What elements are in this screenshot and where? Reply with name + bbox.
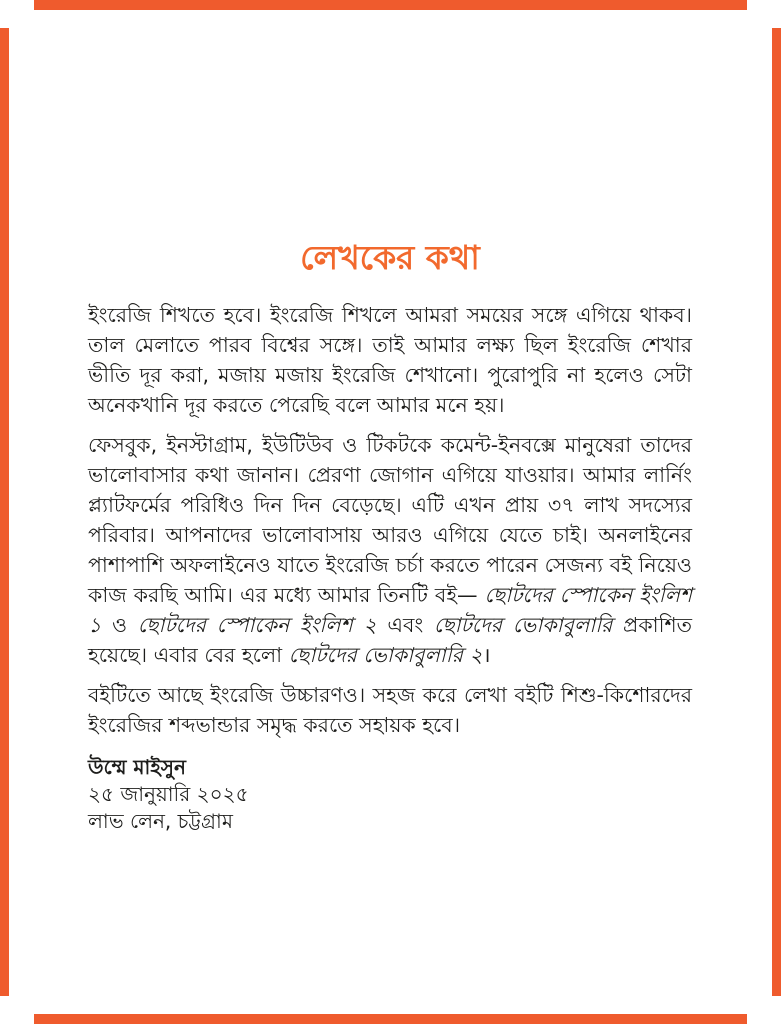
page-content [88,236,692,835]
page-border-top [34,0,747,10]
page-title: লেখকের কথা [300,238,480,277]
page-border-right [772,28,781,996]
signature-block [88,754,692,835]
author-name: উম্মে মাইসুন [88,755,186,779]
paragraph-closing: বইটিতে আছে ইংরেজি উচ্চারণও। সহজ করে লেখা বইটি শিশু-কিশোরদের ইংরেজির শব্দভান্ডার সমৃদ্ধ করতে সহায়ক হবে। [88,683,692,737]
page-border-bottom [34,1014,747,1024]
paragraph-intro: ইংরেজি শিখতে হবে। ইংরেজি শিখলে আমরা সময়ের সঙ্গে এগিয়ে থাকব। তাল মেলাতে পারব বিশ্বের সঙ্গে। তাই আমার লক্ষ্য ছিল ইংরেজি শেখার ভীতি দূর করা, মজায় মজায় ইংরেজি শেখানো। পুরোপুরি না হলেও সেটা অনেকখানি দূর করতে পেরেছি বলে আমার মনে হয়। [88,303,692,417]
page-border-left [0,28,9,996]
signature-place: লাভ লেন, চট্টগ্রাম [88,809,233,833]
signature-date: ২৫ জানুয়ারি ২০২৫ [88,782,249,806]
paragraph-books: ফেসবুক, ইনস্টাগ্রাম, ইউটিউব ও টিকটকে কমেন্ট-ইনবক্সে মানুষেরা তাদের ভালোবাসার কথা জানান। প্রেরণা জোগান এগিয়ে যাওয়ার। আমার লার্নিং প্ল্যাটফর্মের পরিধিও দিন দিন বেড়েছে। এটি এখন প্রায় ৩৭ লাখ সদস্যের পরিবার। আপনাদের ভালোবাসায় আরও এগিয়ে যেতে চাই। অনলাইনের পাশাপাশি অফলাইনেও যাতে ইংরেজি চর্চা করতে পারেন সেজন্য বই নিয়েও কাজ করছি আমি। এর মধ্যে আমার তিনটি বই— ছোটদের স্পোকেন ইংলিশ ১ ও ছোটদের স্পোকেন ইংলিশ ২ এবং ছোটদের ভোকাবুলারি প্রকাশিত হয়েছে। এবার বের হলো ছোটদের ভোকাবুলারি ২। [88,433,692,667]
